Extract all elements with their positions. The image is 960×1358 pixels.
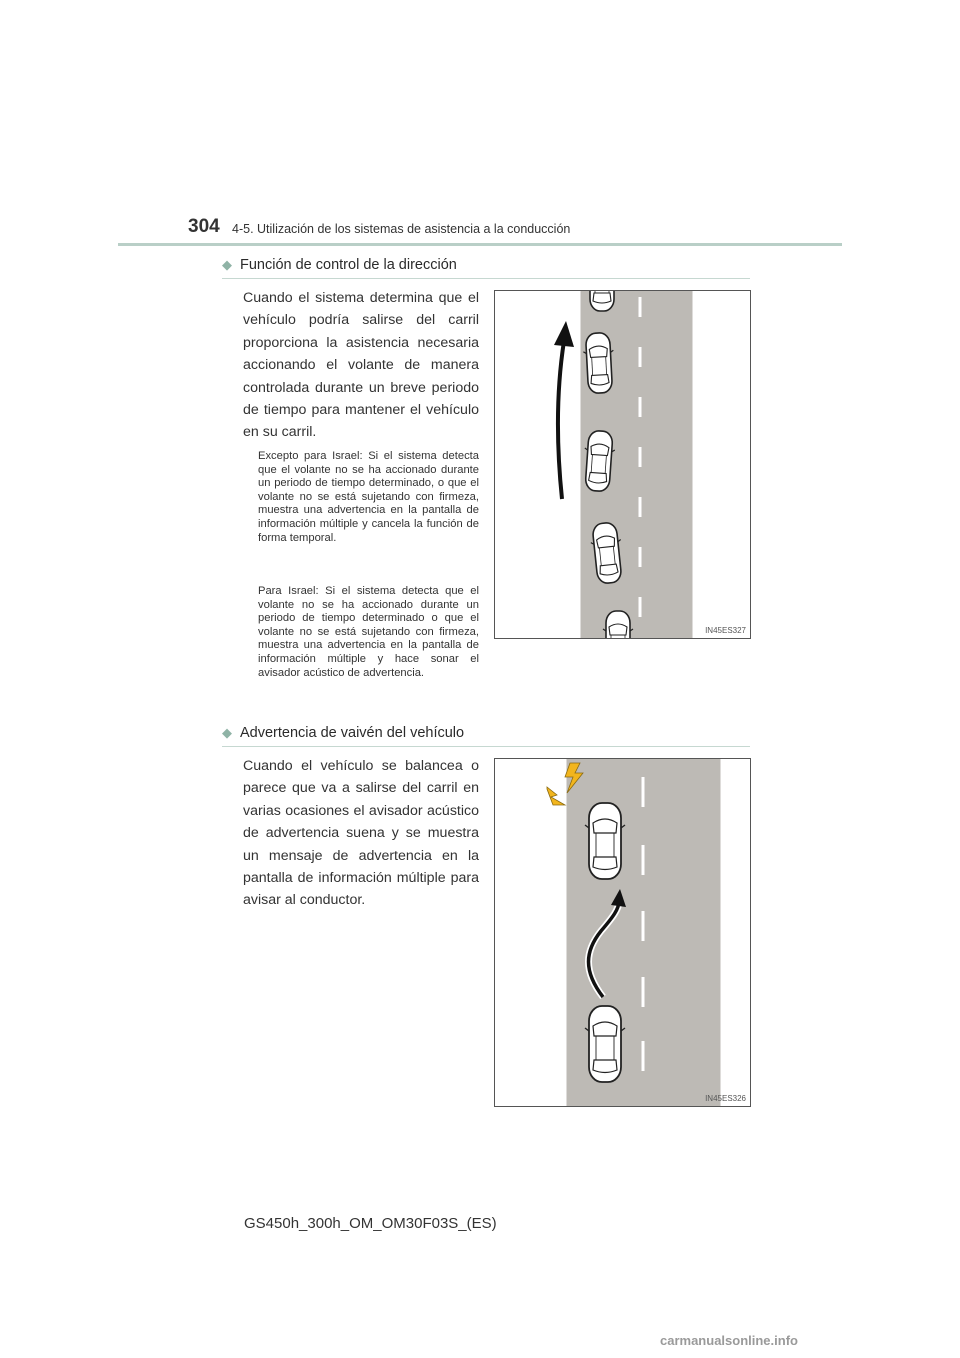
chapter-title: 4-5. Utilización de los sistemas de asistencia a la conducción bbox=[232, 222, 571, 236]
section-rule bbox=[222, 746, 750, 747]
figure-code: IN45ES327 bbox=[705, 626, 746, 635]
steering-illustration bbox=[495, 291, 750, 638]
section-title-text: Función de control de la dirección bbox=[240, 257, 457, 273]
section-title-text: Advertencia de vaivén del vehículo bbox=[240, 725, 465, 741]
section-title-steering bbox=[222, 257, 457, 273]
figure-code: IN45ES326 bbox=[705, 1094, 746, 1103]
diamond-icon: ◆ bbox=[222, 257, 232, 272]
sway-body-text: Cuando el vehículo se balancea o parece que va a salirse del carril en varias ocasiones el avisador acústico de advertencia suena y se muestra un mensaje de advertencia en la pantalla de información múltiple para avisar al conductor. bbox=[243, 758, 479, 909]
steering-arrow bbox=[558, 341, 564, 499]
note-except-israel: Excepto para Israel: Si el sistema detecta que el volante no se ha accionado durante un periodo de tiempo determinado, o que el volante no se está sujetando con firmeza, muestra una advertencia en la pantalla de información múltiple y cancela la función de forma temporal. bbox=[258, 450, 479, 544]
figure-sway-warning bbox=[494, 758, 751, 1107]
arrow-head-icon bbox=[554, 321, 574, 347]
page-number: 304 bbox=[188, 216, 220, 237]
figure-steering-control bbox=[494, 290, 751, 639]
sway-illustration bbox=[495, 759, 750, 1106]
note-israel: Para Israel: Si el sistema detecta que el volante no se ha accionado durante un periodo de tiempo determinado o que el volante no se está sujetando con firmeza, muestra una advertencia en la pantalla de información múltiple y hace sonar el avisador acústico de advertencia. bbox=[258, 585, 479, 679]
watermark: carmanualsonline.info bbox=[660, 1333, 798, 1348]
diamond-icon: ◆ bbox=[222, 725, 232, 740]
section-rule bbox=[222, 278, 750, 279]
steering-body-text: Cuando el sistema determina que el vehículo podría salirse del carril proporciona la asistencia necesaria accionando el volante de manera controlada durante un breve periodo de tiempo para mantener el vehículo en su carril. bbox=[243, 290, 479, 441]
footer-code: GS450h_300h_OM_OM30F03S_(ES) bbox=[244, 1215, 497, 1232]
header-rule bbox=[118, 243, 842, 246]
section-title-sway bbox=[222, 725, 464, 741]
